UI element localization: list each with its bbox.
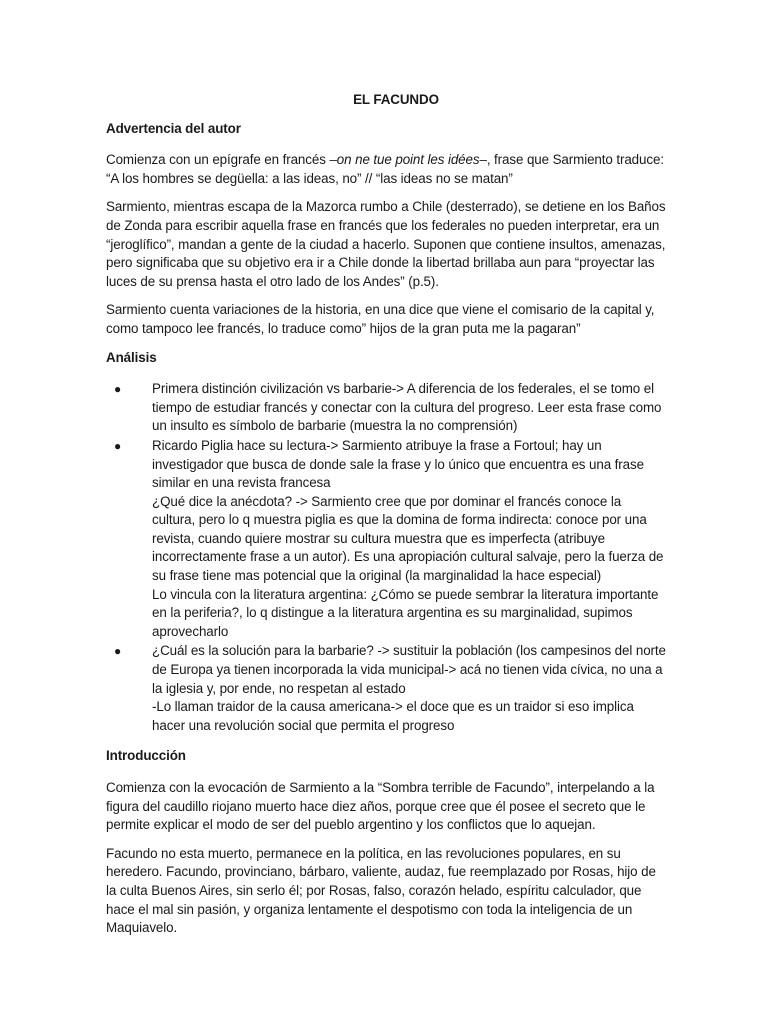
list-item-text: Primera distinción civilización vs barbarie-> A diferencia de los federales, el se tomo el tiempo de estudiar francés y conectar con la cultura del progreso. Leer esta frase como un insulto es símbolo de barbarie (muestra la no comprensión) [152, 381, 662, 434]
paragraph-epigrafe-start: Comienza con un epígrafe en francés [106, 152, 330, 168]
document-title: EL FACUNDO [353, 92, 439, 107]
list-item-text: ¿Qué dice la anécdota? -> Sarmiento cree que por dominar el francés conoce la cultura, pero lo q muestra piglia es que la domina de forma indirecta: conoce por una revista, cuando quiere mostrar su cultura muestra que es imperfecta (atribuye incorrectamente frase a un autor). Es una apropiación cultural salvaje, pero la fuerza de su frase tiene mas potencial que la original (la marginalidad la hace especial) [152, 493, 664, 584]
heading-advertencia: Advertencia del autor [106, 120, 241, 136]
bullet-icon: ● [114, 438, 122, 453]
paragraph-rosas: Facundo no esta muerto, permanece en la política, en las revoluciones populares, en su heredero. Facundo, provinciano, bárbaro, valiente, audaz, fue reemplazado por Rosas, hijo de la culta Buenos Aires, sin serlo él; por Rosas, falso, corazón helado, espíritu calculador, que hace el mal sin pasión, y organiza lentamente el despotismo con toda la inteligencia de un Maquiavelo. [106, 845, 656, 936]
document-body [106, 91, 666, 948]
paragraph-epigrafe [106, 151, 666, 188]
list-item [106, 642, 666, 735]
list-item-text: ¿Cuál es la solución para la barbarie? -> sustituir la población (los campesinos del norte de Europa ya tienen incorporada la vida municipal-> acá no tienen vida cívica, no una a la iglesia y, por ende, no respetan al estado [152, 643, 666, 696]
bullet-icon: ● [114, 382, 122, 397]
list-item [106, 380, 666, 436]
list-item [106, 437, 666, 642]
paragraph-epigrafe-end: , frase que Sarmiento traduce: “A los hombres se degüella: a las ideas, no” // “las ideas no se matan” [106, 152, 664, 186]
paragraph-mazorca: Sarmiento, mientras escapa de la Mazorca rumbo a Chile (desterrado), se detiene en los Baños de Zonda para escribir aquella frase en francés que los federales no pueden interpretar, era un “jeroglífico”, mandan a gente de la ciudad a hacerlo. Suponen que contiene insultos, amenazas, pero significaba que su objetivo era ir a Chile donde la libertad brillaba aun para “proyectar las luces de su prensa hasta el otro lado de los Andes” (p.5). [106, 199, 666, 289]
analisis-list [106, 380, 666, 735]
list-item-text: -Lo llaman traidor de la causa americana-> el doce que es un traidor si eso implica hacer una revolución social que permita el progreso [152, 699, 634, 733]
heading-analisis: Análisis [106, 349, 157, 365]
heading-introduccion: Introducción [106, 748, 186, 764]
paragraph-evocacion: Comienza con la evocación de Sarmiento a la “Sombra terrible de Facundo”, interpelando a la figura del caudillo riojano muerto hace diez años, porque cree que él posee el secreto que le permite explicar el modo de ser del pueblo argentino y los conflictos que lo aquejan. [106, 780, 655, 833]
list-item-text: Ricardo Piglia hace su lectura-> Sarmiento atribuye la frase a Fortoul; hay un investigador que busca de donde sale la frase y lo único que encuentra es una frase similar en una revista francesa [152, 437, 644, 491]
epigrafe-italic-quote: –on ne tue point les idées– [329, 152, 487, 168]
bullet-icon: ● [114, 644, 122, 659]
list-item-text: Lo vincula con la literatura argentina: ¿Cómo se puede sembrar la literatura importante en la periferia?, lo q distingue a la literatura argentina es su marginalidad, supimos aprovecharlo [152, 586, 659, 639]
paragraph-variaciones: Sarmiento cuenta variaciones de la historia, en una dice que viene el comisario de la capital y, como tampoco lee francés, lo traduce como” hijos de la gran puta me la pagaran” [106, 302, 655, 336]
